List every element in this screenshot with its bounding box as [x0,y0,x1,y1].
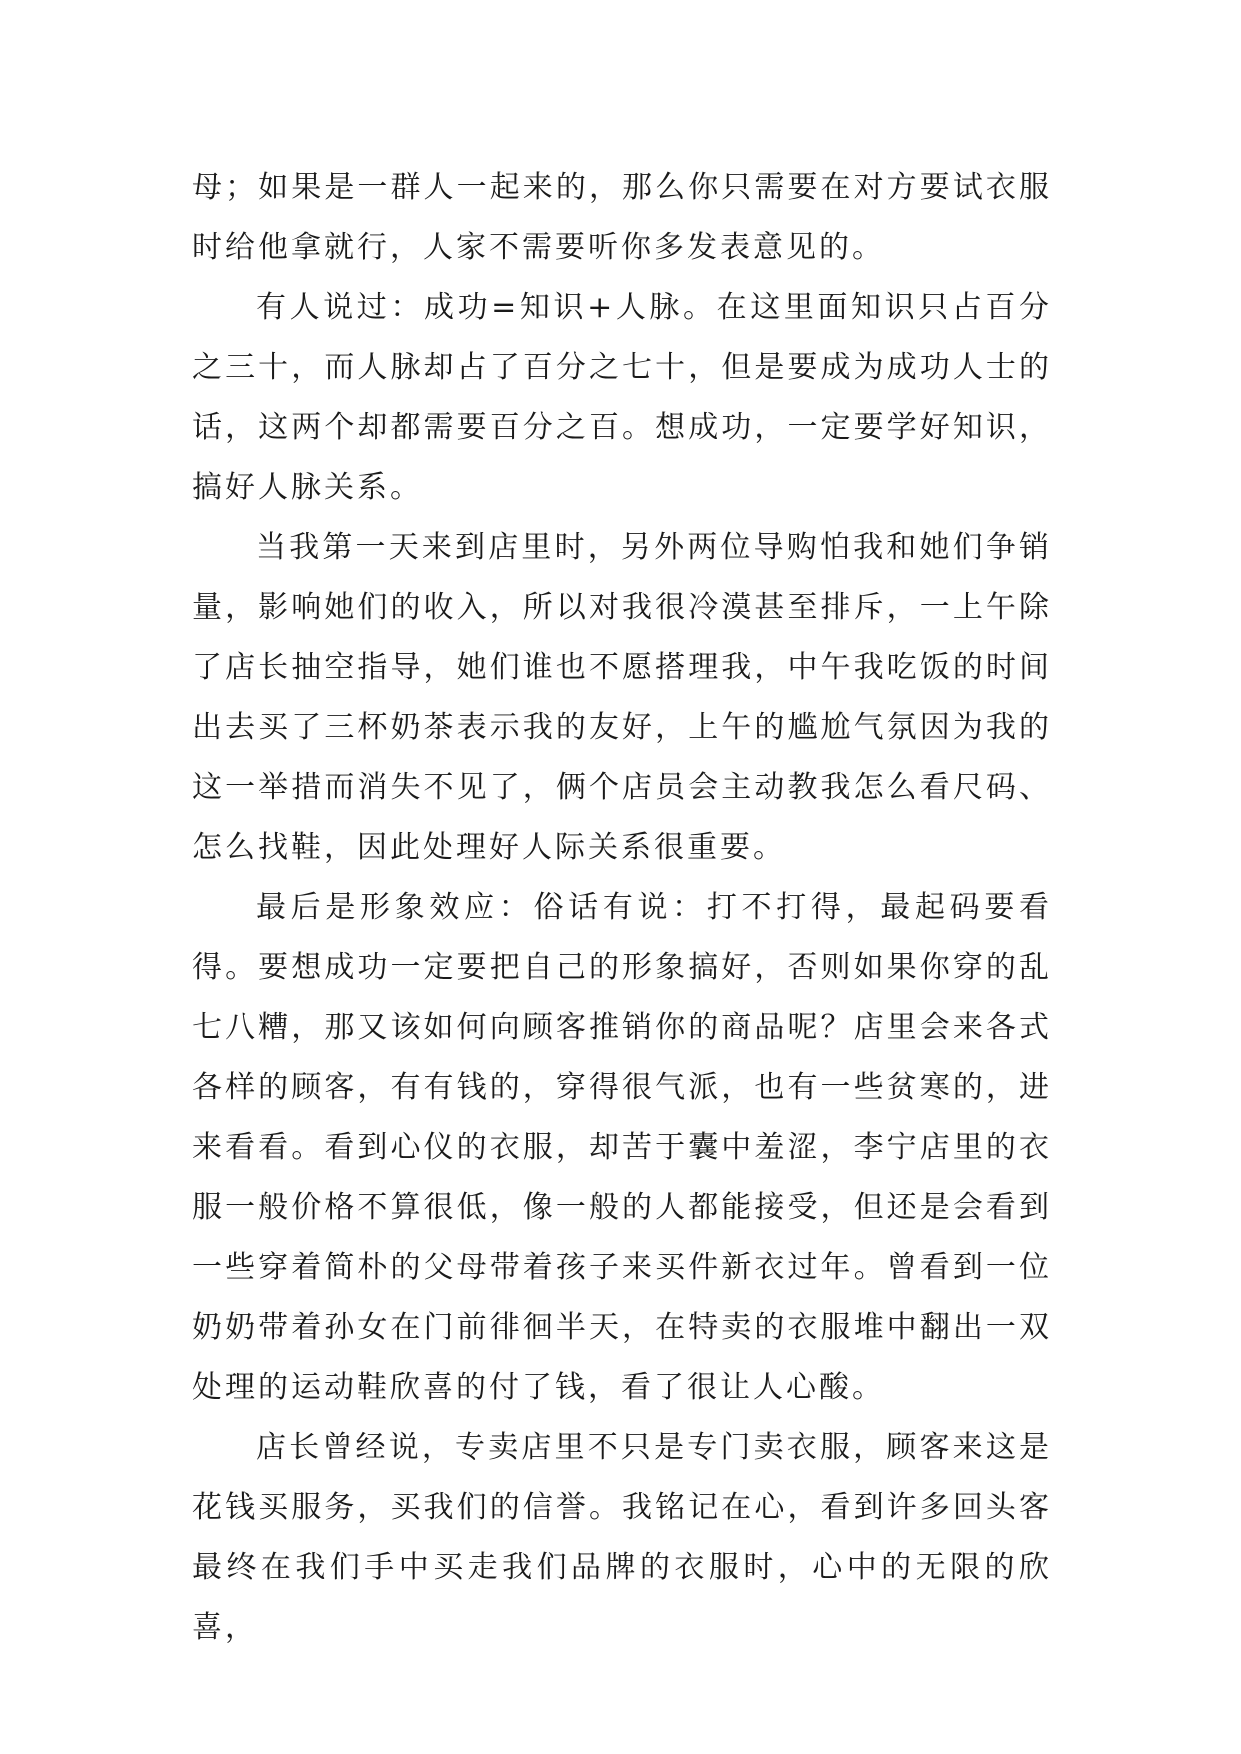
paragraph-1: 母；如果是一群人一起来的，那么你只需要在对方要试衣服时给他拿就行，人家不需要听你多发表意见的。 [192,170,1052,265]
paragraph-5: 店长曾经说，专卖店里不只是专门卖衣服，顾客来这是花钱买服务，买我们的信誉。我铭记在心，看到许多回头客最终在我们手中买走我们品牌的衣服时，心中的无限的欣喜， [192,1430,1052,1645]
paragraph-4: 最后是形象效应：俗话有说：打不打得，最起码要看得。要想成功一定要把自己的形象搞好，否则如果你穿的乱七八糟，那又该如何向顾客推销你的商品呢？店里会来各式各样的顾客，有有钱的，穿得很气派，也有一些贫寒的，进来看看。看到心仪的衣服，却苦于囊中羞涩，李宁店里的衣服一般价格不算很低，像一般的人都能接受，但还是会看到一些穿着简朴的父母带着孩子来买件新衣过年。曾看到一位奶奶带着孙女在门前徘徊半天，在特卖的衣服堆中翻出一双处理的运动鞋欣喜的付了钱，看了很让人心酸。 [192,890,1052,1405]
paragraph-3: 当我第一天来到店里时，另外两位导购怕我和她们争销量，影响她们的收入，所以对我很冷漠甚至排斥，一上午除了店长抽空指导，她们谁也不愿搭理我，中午我吃饭的时间出去买了三杯奶茶表示我的友好，上午的尴尬气氛因为我的这一举措而消失不见了，俩个店员会主动教我怎么看尺码、怎么找鞋，因此处理好人际关系很重要。 [192,530,1052,865]
paragraph-2: 有人说过：成功=知识+人脉。在这里面知识只占百分之三十，而人脉却占了百分之七十，但是要成为成功人士的话，这两个却都需要百分之百。想成功，一定要学好知识，搞好人脉关系。 [192,290,1052,505]
document-body [192,158,1052,1658]
